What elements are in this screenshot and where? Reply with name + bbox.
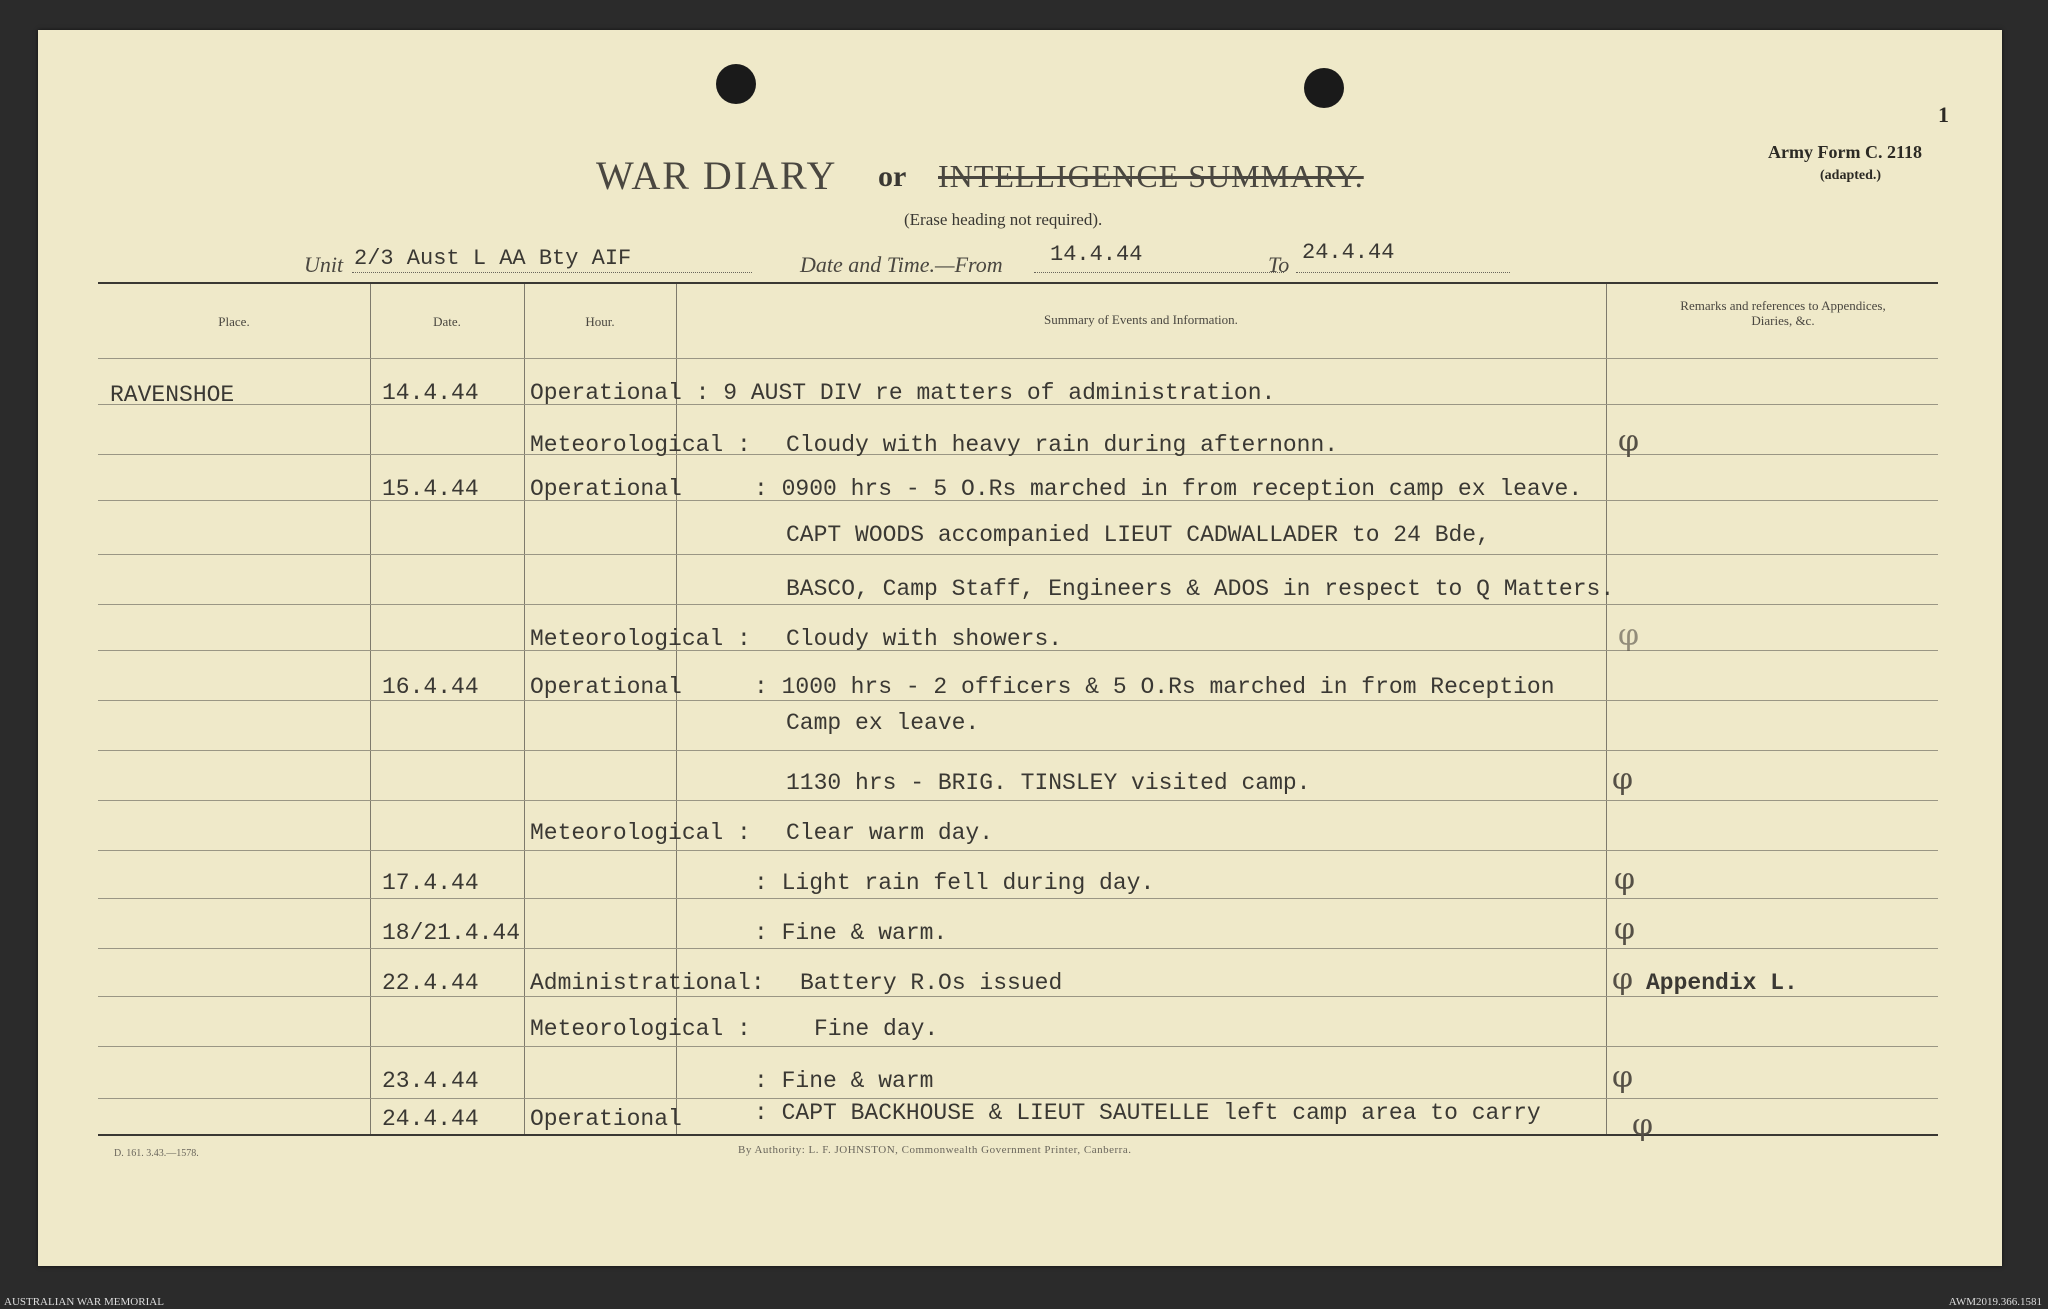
row-hour: Operational [530, 476, 682, 502]
printer-authority: By Authority: L. F. JOHNSTON, Commonwealth Government Printer, Canberra. [738, 1144, 1132, 1156]
page-number: 1 [1938, 102, 1949, 127]
row-date: 15.4.44 [382, 476, 479, 502]
form-note: (adapted.) [1820, 168, 1882, 183]
date-to: 24.4.44 [1302, 240, 1395, 265]
checkmark-initial-icon: φ [1612, 762, 1634, 797]
date-from: 14.4.44 [1050, 242, 1143, 267]
date-to-label: To [1268, 252, 1290, 277]
column-divider [1606, 284, 1607, 1134]
checkmark-initial-icon: φ [1618, 618, 1640, 653]
row-text: CAPT WOODS accompanied LIEUT CADWALLADER to 24 Bde, [786, 522, 1490, 548]
column-divider [370, 284, 371, 1134]
row-text: Cloudy with heavy rain during afternonn. [786, 432, 1339, 458]
row-rule [98, 750, 1938, 751]
checkmark-initial-icon: φ [1612, 1060, 1634, 1095]
table-top-rule [98, 282, 1938, 284]
unit-dotted-line [352, 272, 752, 273]
row-text: Battery R.Os issued [800, 970, 1063, 996]
date-time-label: Date and Time.—From [800, 252, 1003, 277]
col-header-remarks: Remarks and references to Appendices, Diaries, &c. [1680, 298, 1886, 328]
checkmark-initial-icon: φ [1618, 424, 1640, 459]
row-rule [98, 1046, 1938, 1047]
or-word: or [878, 160, 907, 193]
row-rule [98, 996, 1938, 997]
column-divider [676, 284, 677, 1134]
diary-title: WAR DIARY [596, 153, 838, 198]
appendix-remark: Appendix L. [1646, 970, 1798, 996]
date-to-dotted-line [1296, 272, 1510, 273]
row-date: 16.4.44 [382, 674, 479, 700]
col-header-date: Date. [433, 314, 461, 329]
row-hour: Operational [530, 674, 682, 700]
row-hour: Administrational: [530, 970, 765, 996]
unit-label: Unit [304, 252, 344, 277]
row-text: : 1000 hrs - 2 officers & 5 O.Rs marched in from Reception [754, 674, 1555, 700]
row-text: : Light rain fell during day. [754, 870, 1155, 896]
col-header-place: Place. [218, 314, 250, 329]
row-date: 23.4.44 [382, 1068, 479, 1094]
row-hour: Meteorological : [530, 1016, 751, 1042]
punch-hole [1304, 68, 1344, 108]
col-header-summary: Summary of Events and Information. [1044, 312, 1238, 327]
checkmark-initial-icon: φ [1612, 962, 1634, 997]
row-rule [98, 604, 1938, 605]
footer-left: AUSTRALIAN WAR MEMORIAL [4, 1296, 164, 1308]
row-hour: Meteorological : [530, 820, 751, 846]
checkmark-initial-icon: φ [1614, 862, 1636, 897]
row-rule [98, 554, 1938, 555]
date-from-dotted-line [1034, 272, 1284, 273]
row-text: : Fine & warm [754, 1068, 934, 1094]
diary-page [38, 30, 2002, 1266]
col-header-hour: Hour. [585, 314, 615, 329]
unit-value: 2/3 Aust L AA Bty AIF [354, 246, 632, 271]
row-text: : Fine & warm. [754, 920, 948, 946]
row-text: : CAPT BACKHOUSE & LIEUT SAUTELLE left camp area to carry [754, 1100, 1541, 1126]
row-text: Camp ex leave. [786, 710, 980, 736]
footer-right: AWM2019.366.1581 [1948, 1296, 2042, 1308]
row-hour: Operational [530, 1106, 682, 1132]
row-text: 1130 hrs - BRIG. TINSLEY visited camp. [786, 770, 1311, 796]
row-date: 14.4.44 [382, 380, 479, 406]
checkmark-initial-icon: φ [1614, 912, 1636, 947]
struck-heading: INTELLIGENCE SUMMARY. [938, 158, 1364, 194]
row-text: : 0900 hrs - 5 O.Rs marched in from reception camp ex leave. [754, 476, 1583, 502]
row-rule [98, 898, 1938, 899]
row-text: Fine day. [814, 1016, 939, 1042]
row-text: BASCO, Camp Staff, Engineers & ADOS in respect to Q Matters. [786, 576, 1615, 602]
row-hour: Meteorological : [530, 626, 751, 652]
erase-note: (Erase heading not required). [904, 210, 1103, 229]
row-text: Clear warm day. [786, 820, 994, 846]
row-rule [98, 948, 1938, 949]
form-name: Army Form C. 2118 [1768, 142, 1922, 162]
row-rule [98, 358, 1938, 359]
row-date: 17.4.44 [382, 870, 479, 896]
punch-hole [716, 64, 756, 104]
row-date: 18/21.4.44 [382, 920, 521, 946]
print-code: D. 161. 3.43.—1578. [114, 1148, 199, 1159]
row-rule [98, 800, 1938, 801]
checkmark-initial-icon: φ [1632, 1108, 1654, 1143]
row-rule [98, 1098, 1938, 1099]
row-hour: Meteorological : [530, 432, 751, 458]
row-date: 22.4.44 [382, 970, 479, 996]
row-date: 24.4.44 [382, 1106, 479, 1132]
row-text: Cloudy with showers. [786, 626, 1063, 652]
row-hour: Operational : 9 AUST DIV re matters of administration. [530, 380, 1276, 406]
place-value: RAVENSHOE [110, 382, 235, 408]
row-rule [98, 850, 1938, 851]
table-bottom-rule [98, 1134, 1938, 1136]
column-divider [524, 284, 525, 1134]
row-rule [98, 700, 1938, 701]
